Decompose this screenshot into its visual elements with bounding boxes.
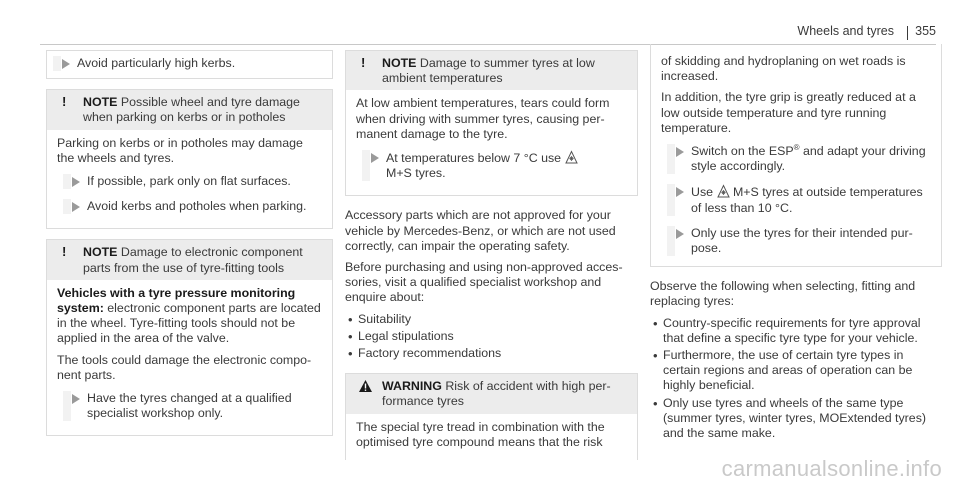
note-body	[346, 90, 637, 195]
note-header	[346, 51, 637, 90]
list-item: • Legal stipulations	[345, 329, 638, 344]
list-item: • Furthermore, the use of certain tyre types in certain regions and areas of operation can be highly beneficial.	[650, 348, 942, 394]
exclamation-icon: !	[361, 55, 366, 70]
step-text: M+S tyres.	[386, 166, 446, 181]
warning-text: The special tyre tread in combination with the optimised tyre compound means that the risk	[356, 419, 605, 449]
note-label: NOTE	[83, 95, 118, 110]
warning-label: WARNING	[382, 379, 442, 394]
exclamation-icon: !	[62, 94, 67, 110]
paragraph: Observe the following when selecting, fitting and replacing tyres:	[650, 279, 916, 309]
step-text: Use	[691, 185, 714, 200]
step	[356, 150, 627, 181]
note-heading: Possible wheel and tyre damage when parking on kerbs or in potholes	[83, 95, 300, 125]
step	[661, 226, 931, 256]
play-triangle-icon	[676, 229, 684, 239]
warning-heading: Risk of accident with high performance tyres	[382, 379, 611, 409]
step-text: Avoid particularly high kerbs.	[77, 56, 236, 70]
note-body	[47, 130, 332, 229]
warning-box	[345, 373, 638, 460]
list-item: • Suitability	[345, 312, 638, 327]
step-text: Only use the tyres for their intended purpose.	[691, 225, 913, 256]
step	[661, 144, 931, 174]
column-3	[650, 50, 942, 447]
note-heading: Damage to electronic component parts from the use of tyre-fitting tools	[83, 245, 303, 275]
warning-body	[651, 44, 941, 266]
section-title: Wheels and tyres	[797, 24, 894, 38]
warning-triangle-icon	[358, 379, 373, 393]
step-text: Have the tyres changed at a qualified specialist workshop only.	[87, 391, 292, 421]
step-text: Switch on the ESP	[691, 144, 794, 159]
warning-body	[346, 414, 637, 460]
paragraph: Accessory parts which are not approved for your vehicle by Mercedes-Benz, or which are not used correctly, can impair the operating safety.	[345, 208, 616, 253]
note-box-kerbs	[46, 89, 333, 229]
note-box-summer-tyres	[345, 50, 638, 196]
instruction-box	[46, 50, 333, 79]
list-item: • Factory recommendations	[345, 346, 638, 361]
warning-text: of skidding and hydroplaning on wet roads is increased.	[661, 54, 906, 84]
note-label: NOTE	[382, 56, 417, 70]
play-triangle-icon	[72, 394, 80, 404]
registered-mark: ®	[793, 142, 800, 152]
paragraph: Before purchasing and using non-approved accessories, visit a qualified specialist workshop and enquire about:	[345, 260, 623, 305]
step-text: At temperatures below 7 °C use	[386, 151, 562, 166]
note-header	[47, 90, 332, 129]
bullet-list	[650, 316, 942, 442]
step-text: M+S tyres at outside temperatures of less than 10 °C.	[691, 185, 923, 215]
step	[57, 174, 322, 189]
warning-header	[346, 374, 637, 413]
play-triangle-icon	[72, 177, 80, 187]
play-triangle-icon	[371, 153, 379, 163]
step-text: Avoid kerbs and potholes when parking.	[87, 199, 307, 214]
column-2	[345, 50, 638, 460]
bullet-list	[345, 312, 638, 362]
snowflake-mountain-icon	[717, 184, 730, 198]
watermark: carmanualsonline.info	[721, 455, 942, 481]
list-item: • Country-specific requirements for tyre approval that define a specific tyre type for your vehicle.	[650, 316, 942, 346]
note-text: The tools could damage the electronic component parts.	[57, 352, 312, 382]
play-triangle-icon	[72, 202, 80, 212]
list-item: • Only use tyres and wheels of the same type (summer tyres, winter tyres, MOExtended tyres) and the same make.	[650, 396, 942, 442]
exclamation-icon: !	[62, 244, 67, 260]
warning-box-continued	[650, 44, 942, 267]
play-triangle-icon	[62, 59, 70, 69]
note-box-electronic	[46, 239, 333, 436]
page-header	[40, 10, 936, 45]
note-text	[57, 286, 322, 347]
snowflake-mountain-icon	[565, 150, 578, 164]
page-number: 355	[915, 24, 936, 38]
note-text-part: electronic component parts are located in the wheel. Tyre-fitting tools should not be applied in the area of the valve.	[57, 301, 321, 346]
note-text: Parking on kerbs or in potholes may damage the wheels and tyres.	[57, 135, 303, 165]
note-subheading: Vehicles with a tyre pressure monitoring system:	[57, 285, 296, 316]
step-text: If possible, park only on flat surfaces.	[87, 174, 291, 189]
step	[47, 56, 332, 71]
step	[57, 391, 322, 421]
note-label: NOTE	[83, 245, 118, 260]
note-header	[47, 240, 332, 279]
note-text: At low ambient temperatures, tears could form when driving with summer tyres, causing permanent damage to the tyre.	[356, 96, 610, 141]
play-triangle-icon	[676, 147, 684, 157]
note-body	[47, 280, 332, 436]
step-text: and adapt your driving style accordingly.	[691, 144, 926, 174]
play-triangle-icon	[676, 187, 684, 197]
step	[661, 184, 931, 215]
warning-text: In addition, the tyre grip is greatly reduced at a low outside temperature and tyre running temperature.	[661, 90, 916, 135]
note-heading: Damage to summer tyres at low ambient temperatures	[382, 56, 595, 86]
step	[57, 199, 322, 214]
column-1	[46, 50, 333, 436]
